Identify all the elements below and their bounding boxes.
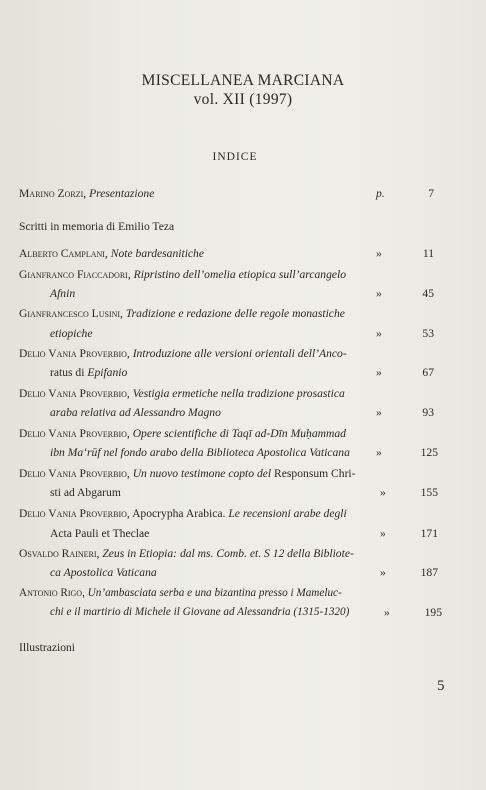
toc-ditto-mark: » bbox=[376, 446, 382, 459]
toc-title-text: ratus di bbox=[50, 366, 88, 379]
toc-ditto-mark: » bbox=[376, 287, 382, 300]
toc-author: Delio Vania Proverbio bbox=[19, 467, 127, 480]
toc-entry: Delio Vania Proverbio, Vestigia ermetiche nella tradizione prosastica bbox=[19, 387, 345, 400]
toc-author: Gianfranco Fiaccadori bbox=[19, 268, 128, 281]
toc-ditto-mark: » bbox=[376, 247, 382, 260]
toc-author: Gianfrancesco Lusini bbox=[19, 307, 121, 320]
toc-author: Delio Vania Proverbio bbox=[19, 427, 127, 440]
toc-title-continuation: ibn Ma‘rūf nel fondo arabo della Biblioteca Apostolica Vaticana bbox=[50, 446, 350, 459]
journal-volume: vol. XII (1997) bbox=[193, 91, 293, 108]
toc-author: Alberto Camplani bbox=[19, 247, 105, 260]
index-heading: INDICE bbox=[212, 151, 258, 163]
toc-ditto-mark: » bbox=[380, 486, 386, 499]
toc-author: Antonio Rigo bbox=[19, 587, 83, 599]
toc-title: Presentazione bbox=[89, 187, 155, 200]
toc-page-number: 53 bbox=[422, 327, 434, 340]
toc-title: Opere scientifiche di Taqī ad-Dīn Muḥammad bbox=[132, 427, 346, 440]
toc-title-continuation: etiopiche bbox=[50, 327, 93, 340]
toc-entry: Delio Vania Proverbio, Apocrypha Arabica. Le recensioni arabe degli bbox=[19, 507, 347, 520]
toc-author: Delio Vania Proverbio bbox=[19, 347, 127, 360]
toc-title: Un nuovo testimone copto del bbox=[132, 467, 272, 480]
toc-page-number: 11 bbox=[422, 247, 434, 260]
toc-title: Tradizione e redazione delle regole monastiche bbox=[125, 307, 345, 320]
toc-title-italic: Epifanio bbox=[87, 366, 128, 379]
toc-author: Delio Vania Proverbio bbox=[19, 387, 127, 400]
toc-entry: Gianfrancesco Lusini, Tradizione e redazione delle regole monastiche bbox=[19, 307, 345, 320]
toc-page-number: 187 bbox=[420, 566, 438, 579]
toc-ditto-mark: » bbox=[384, 606, 390, 619]
toc-ditto-mark: » bbox=[380, 566, 386, 579]
toc-entry: Gianfranco Fiaccadori, Ripristino dell’omelia etiopica sull’arcangelo bbox=[19, 268, 347, 281]
toc-title-continuation: sti ad Abgarum bbox=[50, 486, 121, 499]
toc-title-continuation: ca Apostolica Vaticana bbox=[50, 566, 157, 579]
toc-title: Introduzione alle versioni orientali dell’Anco- bbox=[132, 347, 347, 360]
toc-title: Ripristino dell’omelia etiopica sull’arcangelo bbox=[133, 268, 347, 281]
toc-page-number: 155 bbox=[420, 486, 438, 499]
toc-entry: Antonio Rigo, Un’ambasciata serba e una bizantina presso i Mameluc- bbox=[19, 587, 342, 599]
section-heading: Scritti in memoria di Emilio Teza bbox=[19, 220, 175, 233]
toc-entry: Delio Vania Proverbio, Un nuovo testimone copto del Responsum Chri- bbox=[19, 467, 356, 480]
toc-page-number: 195 bbox=[424, 606, 442, 619]
toc-title: Zeus in Etiopia: dal ms. Comb. et. S 12 della Bibliote- bbox=[102, 547, 354, 560]
toc-author: Osvaldo Raineri bbox=[19, 547, 97, 560]
toc-title-continuation: chi e il martirio di Michele il Giovane ad Alessandria (1315-1320) bbox=[50, 606, 350, 618]
toc-title: Un’ambasciata serba e una bizantina presso i Mameluc- bbox=[87, 587, 342, 599]
toc-author: Marino Zorzi bbox=[19, 187, 84, 200]
toc-title-continuation bbox=[50, 366, 127, 379]
toc-title-roman: Apocrypha Arabica. bbox=[132, 507, 229, 520]
toc-title-continuation: araba relativa ad Alessandro Magno bbox=[50, 406, 221, 419]
toc-title-continuation: Afnin bbox=[50, 287, 76, 300]
toc-ditto-mark: » bbox=[380, 527, 386, 540]
toc-ditto-mark: » bbox=[376, 327, 382, 340]
journal-title: MISCELLANEA MARCIANA bbox=[141, 72, 345, 89]
toc-entry-zorzi: Marino Zorzi, Presentazione bbox=[19, 187, 155, 200]
illustrations-entry: Illustrazioni bbox=[19, 641, 76, 654]
toc-ditto-mark: » bbox=[376, 406, 382, 419]
toc-title-continuation: Acta Pauli et Theclae bbox=[50, 527, 150, 540]
toc-entry: Osvaldo Raineri, Zeus in Etiopia: dal ms. Comb. et. S 12 della Bibliote- bbox=[19, 547, 354, 560]
toc-page-number: 93 bbox=[422, 406, 434, 419]
toc-page-number: 125 bbox=[420, 446, 438, 459]
toc-page-number: 45 bbox=[422, 287, 434, 300]
toc-title: Vestigia ermetiche nella tradizione prosastica bbox=[132, 387, 345, 400]
toc-ditto-mark: » bbox=[376, 366, 382, 379]
toc-title-roman: Responsum Chri- bbox=[271, 467, 356, 480]
toc-entry: Delio Vania Proverbio, Introduzione alle versioni orientali dell’Anco- bbox=[19, 347, 347, 360]
toc-page-prefix: p. bbox=[376, 187, 385, 200]
page-folio: 5 bbox=[437, 678, 445, 694]
toc-title: Le recensioni arabe degli bbox=[228, 507, 347, 520]
toc-page-number: 7 bbox=[428, 187, 434, 200]
toc-author: Delio Vania Proverbio bbox=[19, 507, 127, 520]
toc-title: Note bardesanitiche bbox=[110, 247, 205, 260]
toc-entry: Delio Vania Proverbio, Opere scientifiche di Taqī ad-Dīn Muḥammad bbox=[19, 427, 346, 440]
toc-entry: Alberto Camplani, Note bardesanitiche bbox=[19, 247, 205, 260]
toc-page-number: 67 bbox=[422, 366, 434, 379]
toc-page-number: 171 bbox=[420, 527, 438, 540]
